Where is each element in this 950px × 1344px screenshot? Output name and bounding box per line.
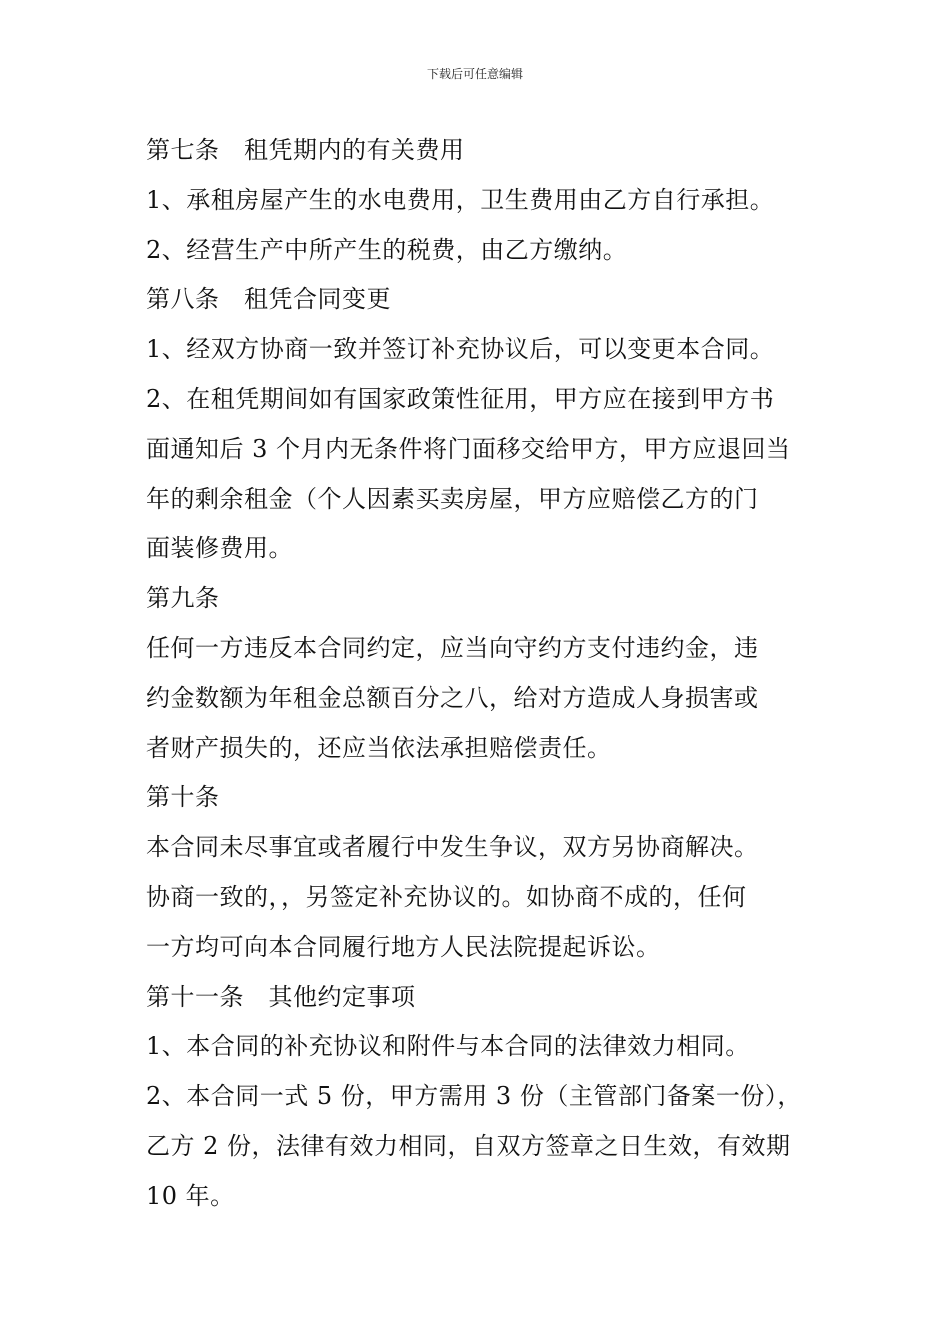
- article-9-text-line-1: 任何一方违反本合同约定，应当向守约方支付违约金，违: [146, 633, 759, 662]
- article-7-heading: 第七条 租凭期内的有关费用: [146, 136, 465, 164]
- article-8-clause-2-line-2: 面通知后 3 个月内无条件将门面移交给甲方，甲方应退回当: [146, 434, 791, 463]
- article-8-clause-2-line-4: 面装修费用。: [146, 534, 293, 563]
- article-10-text-line-3: 一方均可向本合同履行地方人民法院提起诉讼。: [146, 932, 661, 961]
- article-8-clause-2-line-1: 2、在租凭期间如有国家政策性征用，甲方应在接到甲方书: [146, 384, 775, 413]
- article-10-heading: 第十条: [146, 783, 220, 812]
- article-8-clause-2-line-3: 年的剩余租金（个人因素买卖房屋，甲方应赔偿乙方的门: [146, 484, 759, 513]
- article-8-clause-1: 1、经双方协商一致并签订补充协议后，可以变更本合同。: [146, 335, 775, 364]
- article-11-clause-2-line-2: 乙方 2 份，法律有效力相同，自双方签章之日生效，有效期: [146, 1131, 791, 1160]
- page-header: 下载后可任意编辑: [426, 67, 523, 81]
- article-10-text-line-2: 协商一致的，，另签定补充协议的。如协商不成的，任何: [146, 882, 747, 911]
- article-7-clause-1: 1、承租房屋产生的水电费用，卫生费用由乙方自行承担。: [146, 185, 775, 214]
- article-7-clause-2: 2、经营生产中所产生的税费，由乙方缴纳。: [146, 235, 628, 264]
- document-body: [146, 126, 816, 1222]
- article-11-clause-2-line-3: 10 年。: [146, 1181, 235, 1210]
- article-9-heading: 第九条: [146, 584, 220, 613]
- article-11-clause-2-line-1: 2、本合同一式 5 份，甲方需用 3 份（主管部门备案一份），: [146, 1082, 802, 1111]
- article-8-heading: 第八条 租凭合同变更: [146, 285, 391, 314]
- article-9-text-line-3: 者财产损失的，还应当依法承担赔偿责任。: [146, 733, 612, 762]
- article-11-heading: 第十一条 其他约定事项: [146, 982, 416, 1011]
- article-9-text-line-2: 约金数额为年租金总额百分之八，给对方造成人身损害或: [146, 683, 759, 712]
- article-10-text-line-1: 本合同未尽事宜或者履行中发生争议，双方另协商解决。: [146, 833, 759, 862]
- article-11-clause-1: 1、本合同的补充协议和附件与本合同的法律效力相同。: [146, 1032, 750, 1061]
